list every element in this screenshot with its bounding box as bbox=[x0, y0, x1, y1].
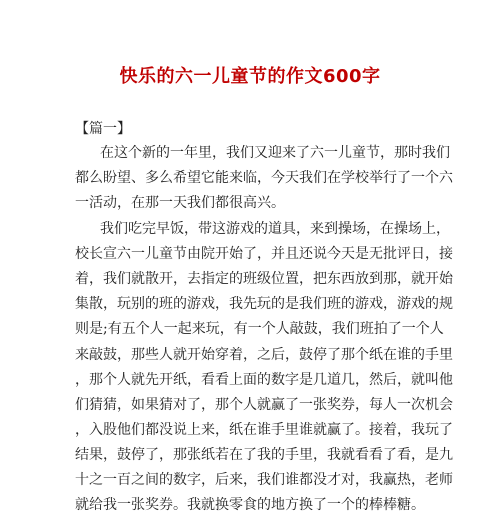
text-line: 一活动，在那一天我们都很高兴。 bbox=[75, 195, 285, 211]
text-line: 都么盼望、多么希望它能来临，今天我们在学校举行了一个六 bbox=[75, 170, 453, 186]
text-line: 们猜猜，如果猜对了，那个人就赢了一张奖券，每人一次机会 bbox=[75, 397, 453, 413]
text-line: 十之一百之间的数字，后来，我们谁都没才对，我赢热，老师 bbox=[75, 472, 453, 488]
section-label: 【篇一】 bbox=[75, 121, 131, 137]
text-line: 着，我们就散开，去指定的班级位置，把东西放到那，就开始 bbox=[75, 271, 453, 287]
text-line: 校长宣六一儿童节由院开始了，并且还说今天是无批评日，接 bbox=[75, 246, 453, 262]
text-line: 集散，玩别的班的游戏，我先玩的是我们班的游戏，游戏的规 bbox=[75, 296, 453, 312]
text-line: 来敲鼓，那些人就开始穿着，之后，鼓停了那个纸在谁的手里 bbox=[75, 347, 453, 363]
text-line: 就给我一张奖券。我就换零食的地方换了一个的棒棒糖。 bbox=[75, 497, 425, 513]
text-line: 我们吃完早饭，带这游戏的道具，来到操场，在操场上， bbox=[100, 221, 450, 237]
text-line: 在这个新的一年里，我们又迎来了六一儿童节，那时我们 bbox=[100, 145, 450, 161]
text-line: 结果，鼓停了，那张纸若在了我的手里，我就看看了看，是九 bbox=[75, 447, 453, 463]
document-title: 快乐的六一儿童节的作文600字 bbox=[119, 66, 381, 87]
text-line: ，入股他们都没说上来，纸在谁手里谁就赢了。接着，我玩了 bbox=[75, 422, 453, 438]
text-line: 则是;有五个人一起来玩，有一个人敲鼓，我们班拍了一个人 bbox=[75, 321, 444, 337]
text-line: ，那个人就先开纸，看看上面的数字是几道几，然后，就叫他 bbox=[75, 372, 453, 388]
